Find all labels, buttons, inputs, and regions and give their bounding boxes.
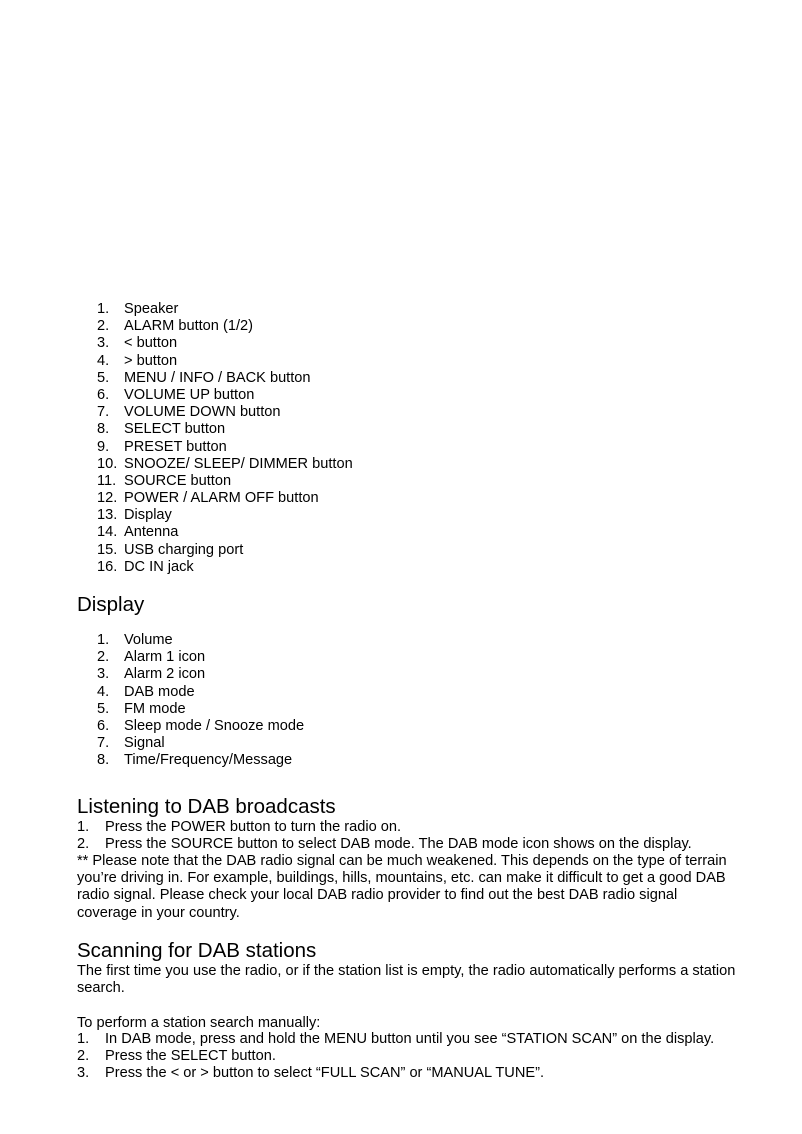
step-text: In DAB mode, press and hold the MENU button until you see “STATION SCAN” on the display.	[105, 1031, 715, 1047]
item-number: 10.	[97, 455, 118, 472]
item-number: 16.	[97, 558, 118, 575]
scanning-intro: The first time you use the radio, or if the station list is empty, the radio automatically performs a station search.	[77, 963, 736, 997]
item-number: 3.	[97, 335, 110, 352]
item-number: 4.	[97, 352, 110, 369]
listening-heading: Listening to DAB broadcasts	[77, 795, 336, 818]
item-number: 6.	[97, 386, 110, 403]
item-number: 1.	[97, 632, 110, 648]
item-text: SOURCE button	[124, 472, 232, 489]
item-text: Speaker	[124, 301, 179, 317]
item-text: Alarm 1 icon	[124, 649, 206, 666]
item-text: MENU / INFO / BACK button	[124, 369, 311, 386]
item-number: 2.	[97, 318, 110, 335]
item-text: Signal	[124, 735, 165, 752]
step-number: 2.	[77, 836, 90, 853]
item-number: 11.	[97, 472, 117, 489]
item-text: POWER / ALARM OFF button	[124, 490, 319, 507]
scanning-heading: Scanning for DAB stations	[77, 939, 317, 962]
item-number: 3.	[97, 666, 110, 683]
item-number: 9.	[97, 438, 110, 455]
item-number: 2.	[97, 649, 110, 666]
item-text: Display	[124, 507, 172, 524]
item-number: 8.	[97, 421, 110, 438]
item-text: Alarm 2 icon	[124, 666, 206, 683]
item-text: Antenna	[124, 524, 179, 541]
step-number: 2.	[77, 1048, 90, 1065]
item-text: PRESET button	[124, 438, 227, 455]
item-text: FM mode	[124, 700, 186, 717]
item-number: 13.	[97, 507, 118, 524]
item-number: 7.	[97, 404, 110, 421]
step-number: 3.	[77, 1065, 90, 1082]
item-text: Sleep mode / Snooze mode	[124, 717, 305, 734]
item-number: 4.	[97, 683, 110, 700]
step-number: 1.	[77, 819, 90, 835]
item-number: 5.	[97, 369, 110, 386]
item-text: SELECT button	[124, 421, 226, 438]
step-text: Press the SOURCE button to select DAB mode. The DAB mode icon shows on the display.	[105, 836, 692, 853]
item-number: 6.	[97, 717, 110, 734]
item-text: USB charging port	[124, 541, 244, 558]
item-text: DC IN jack	[124, 558, 194, 575]
item-number: 1.	[97, 301, 110, 317]
item-number: 12.	[97, 490, 118, 507]
item-text: DAB mode	[124, 683, 195, 700]
item-text: < button	[124, 335, 178, 352]
item-text: Volume	[124, 632, 173, 648]
dab-signal-note: ** Please note that the DAB radio signal can be much weakened. This depends on the type of terrain you’re driving in. For example, buildings, hills, mountains, etc. can make it difficult to get a good DAB radio signal. Please check your local DAB radio provider to find out the best DAB radio signal coverage in your country.	[77, 853, 727, 921]
item-number: 8.	[97, 752, 110, 769]
step-text: Press the SELECT button.	[105, 1048, 276, 1065]
item-text: VOLUME UP button	[124, 386, 255, 403]
item-number: 5.	[97, 700, 110, 717]
display-heading: Display	[77, 593, 145, 616]
step-text: Press the < or > button to select “FULL SCAN” or “MANUAL TUNE”.	[105, 1065, 545, 1082]
item-text: SNOOZE/ SLEEP/ DIMMER button	[124, 455, 353, 472]
item-text: VOLUME DOWN button	[124, 404, 281, 421]
item-number: 7.	[97, 735, 110, 752]
item-text: ALARM button (1/2)	[124, 318, 253, 335]
item-number: 14.	[97, 524, 118, 541]
step-text: Press the POWER button to turn the radio on.	[105, 819, 402, 835]
item-text: Time/Frequency/Message	[124, 752, 293, 769]
item-text: > button	[124, 352, 178, 369]
manual-search-intro: To perform a station search manually:	[77, 1015, 321, 1031]
item-number: 15.	[97, 541, 118, 558]
step-number: 1.	[77, 1031, 90, 1047]
